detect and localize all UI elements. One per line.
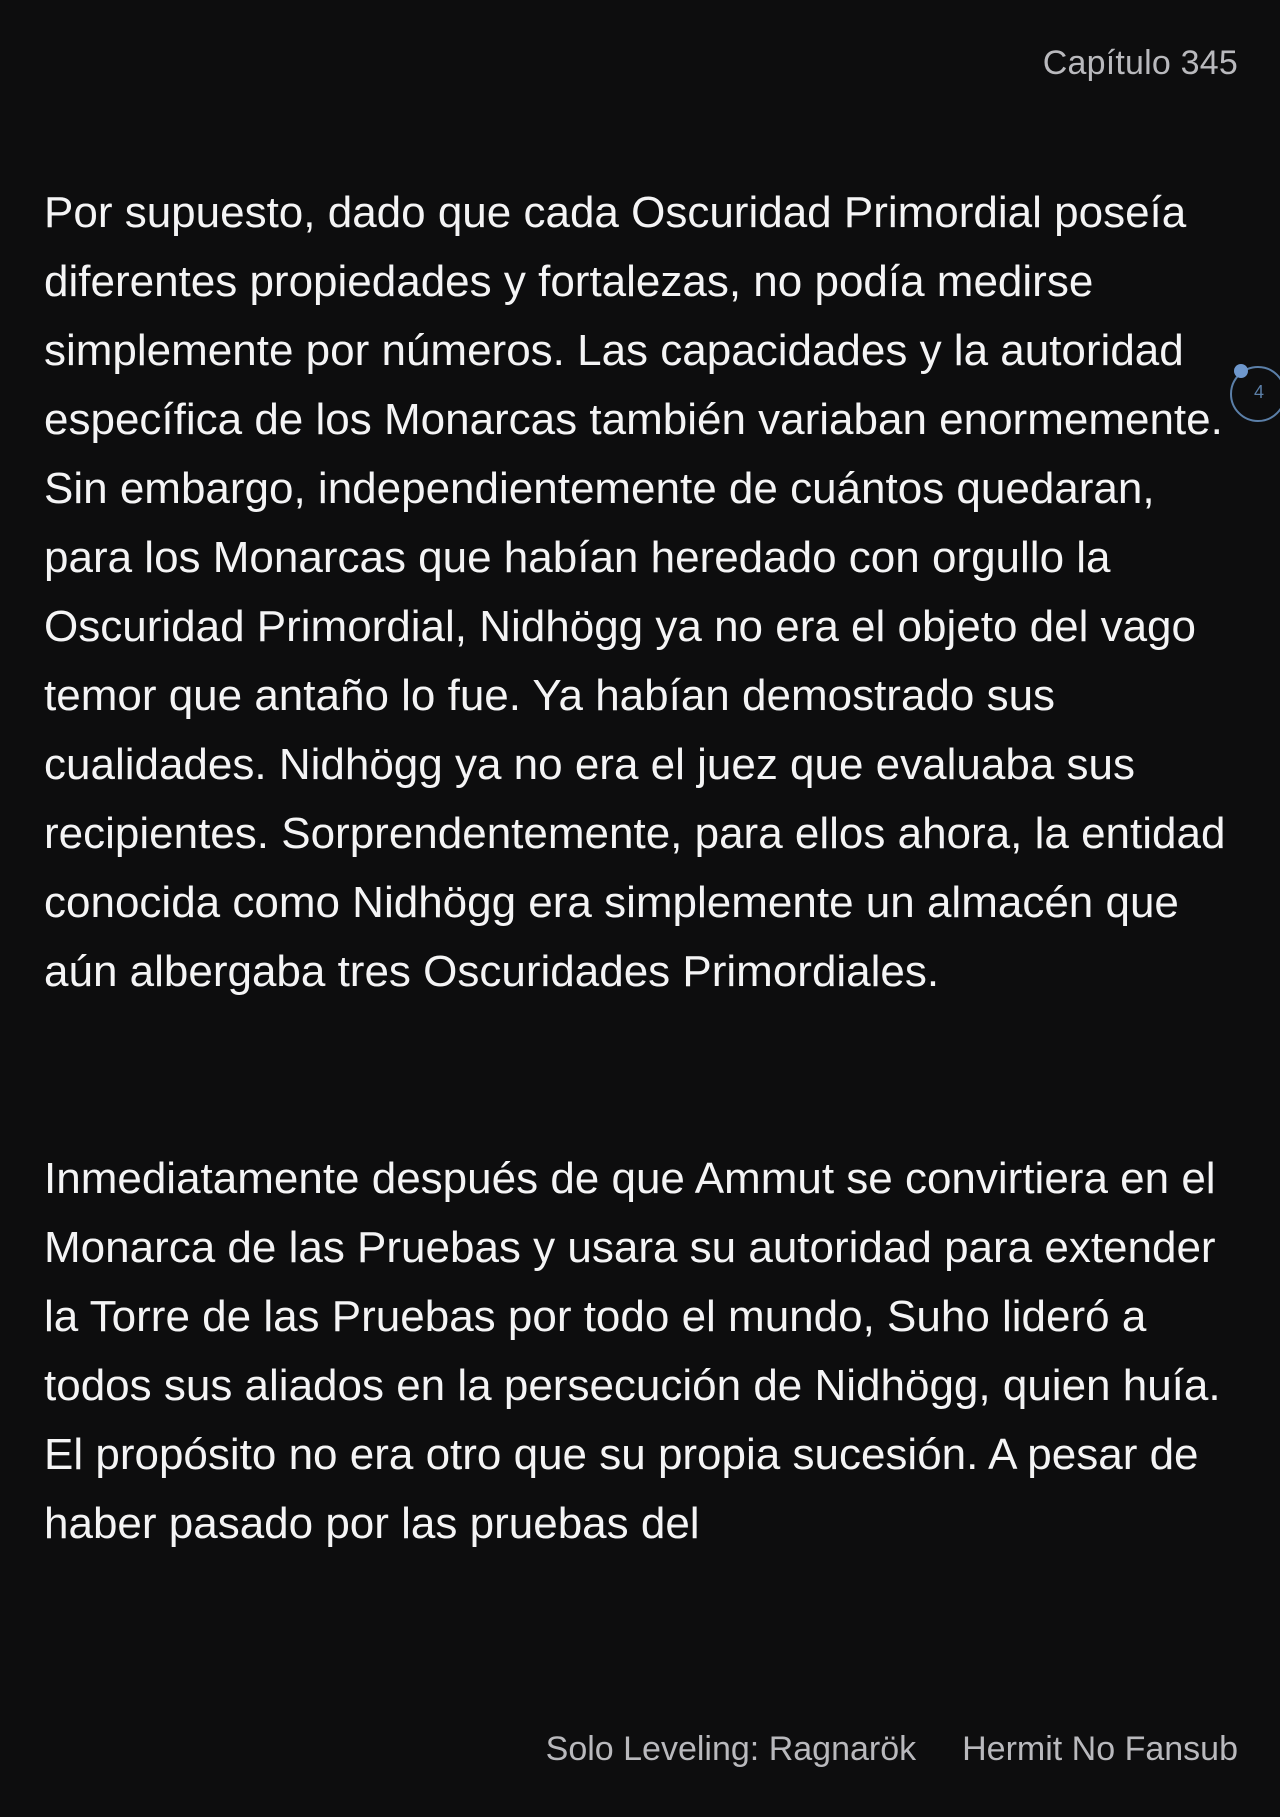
indicator-dot-icon — [1234, 364, 1248, 378]
paragraph-1: Por supuesto, dado que cada Oscuridad Primordial poseía diferentes propiedades y fortalezas, no podía medirse simplemente por números. Las capacidades y la autoridad específica de los Monarcas también variaban enormemente. Sin embargo, independientemente de cuántos quedaran, para los Monarcas que habían heredado con orgullo la Oscuridad Primordial, Nidhögg ya no era el objeto del vago temor que antaño lo fue. Ya habían demostrado sus cualidades. Nidhögg ya no era el juez que evaluaba sus recipientes. Sorprendentemente, para ellos ahora, la entidad conocida como Nidhögg era simplemente un almacén que aún albergaba tres Oscuridades Primordiales. — [44, 188, 1226, 996]
footer-series-title: Solo Leveling: Ragnarök — [545, 1730, 917, 1768]
chapter-title: Capítulo 345 — [1042, 44, 1238, 82]
reader-content — [44, 178, 1244, 1558]
page-indicator-button[interactable] — [1230, 366, 1280, 422]
footer-group-name: Hermit No Fansub — [962, 1730, 1238, 1768]
footer — [546, 1730, 1238, 1769]
page-indicator-number: 4 — [1254, 382, 1265, 402]
paragraph-2: Inmediatamente después de que Ammut se convirtiera en el Monarca de las Pruebas y usara su autoridad para extender la Torre de las Pruebas por todo el mundo, Suho lideró a todos sus aliados en la persecución de Nidhögg, quien huía. El propósito no era otro que su propia sucesión. A pesar de haber pasado por las pruebas del — [44, 1154, 1221, 1548]
